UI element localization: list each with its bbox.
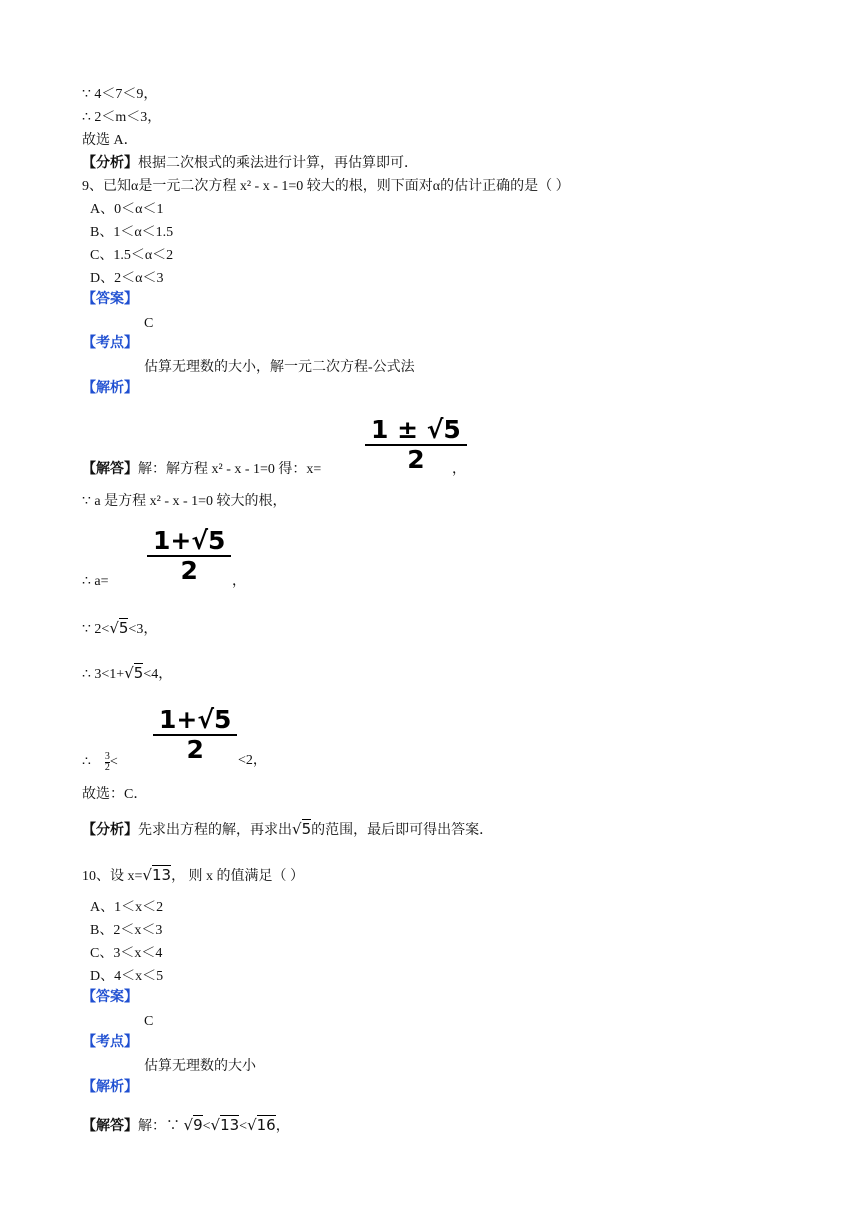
q10-jieda xyxy=(82,1116,290,1136)
q10-jiexi-tag: 【解析】 xyxy=(82,1080,138,1095)
q10-option-b: B、2＜x＜3 xyxy=(90,923,163,938)
sqrt13-radical: √13 xyxy=(142,866,172,884)
text-pre: ∵ 2< xyxy=(82,622,110,637)
numerator: 3 xyxy=(104,751,110,762)
q10-answer-tag: 【答案】 xyxy=(82,990,138,1005)
text-pre: 解：∵ xyxy=(138,1119,184,1134)
q9-comma: ， xyxy=(452,462,466,477)
since-line-1: ∵ 4＜7＜9， xyxy=(82,87,158,102)
q10-answer: C xyxy=(144,1014,154,1029)
q9-since-larger-root: ∵ a 是方程 x² - x - 1=0 较大的根， xyxy=(82,494,287,509)
less-than: < xyxy=(109,754,118,770)
jieda-tag: 【解答】 xyxy=(82,1119,138,1134)
q9-kaodian-tag: 【考点】 xyxy=(82,336,138,351)
q9-answer: C xyxy=(144,316,154,331)
q9-therefore-range xyxy=(82,664,172,684)
fraction-denominator: 2 xyxy=(180,556,198,585)
radicand: 5 xyxy=(301,820,312,838)
q9-since-sqrt5-range xyxy=(82,619,157,639)
q9-less-than-2: <2， xyxy=(238,753,267,768)
text-pre: 10、设 x= xyxy=(82,869,143,884)
therefore-symbol: ∴ xyxy=(82,754,91,770)
q9-therefore-final-range xyxy=(82,752,118,773)
fraction-numerator: 1+√5 xyxy=(147,527,231,557)
analysis-tag: 【分析】 xyxy=(82,156,138,171)
q9-stem: 9、已知α是一元二次方程 x² - x - 1=0 较大的根，则下面对α的估计正确的是（ ） xyxy=(82,179,570,194)
q9-jieda-text: 解：解方程 x² - x - 1=0 得：x= xyxy=(138,462,322,477)
q9-jieda-line xyxy=(82,461,321,479)
text-post: ， 则 x 的值满足（ ） xyxy=(171,869,305,884)
q9-option-c: C、1.5＜α＜2 xyxy=(90,248,174,263)
text-post: <3， xyxy=(128,622,158,637)
sqrt9-radical: √9 xyxy=(183,1116,203,1134)
q10-option-a: A、1＜x＜2 xyxy=(90,900,164,915)
fraction-denominator: 2 xyxy=(407,445,425,474)
text-post: <4， xyxy=(143,667,173,682)
radicand: 13 xyxy=(220,1116,240,1134)
q9-alpha-fraction xyxy=(153,706,237,764)
radicand: 5 xyxy=(133,664,144,682)
analysis-line-1 xyxy=(82,155,418,173)
text-post: 的范围，最后即可得出答案． xyxy=(311,823,494,838)
therefore-line-1: ∴ 2＜m＜3， xyxy=(82,110,162,125)
fraction-denominator: 2 xyxy=(186,735,204,764)
analysis-text: 根据二次根式的乘法进行计算，再估算即可． xyxy=(138,156,418,171)
q9-option-b: B、1＜α＜1.5 xyxy=(90,225,174,240)
sqrt5-radical: √5 xyxy=(124,664,144,682)
q9-choose: 故选：C． xyxy=(82,787,148,802)
text-pre: ∴ 3<1+ xyxy=(82,667,125,682)
fraction-numerator: 1 ± √5 xyxy=(365,416,467,446)
q9-option-d: D、2＜α＜3 xyxy=(90,271,164,286)
radicand: 9 xyxy=(193,1116,203,1134)
q9-a-value-fraction xyxy=(147,527,231,585)
text-pre: 先求出方程的解，再求出 xyxy=(138,823,292,838)
q10-option-d: D、4＜x＜5 xyxy=(90,969,164,984)
q10-option-c: C、3＜x＜4 xyxy=(90,946,163,961)
sqrt16-radical: √16 xyxy=(247,1116,276,1134)
radicand: 13 xyxy=(151,866,172,884)
q10-stem xyxy=(82,866,304,886)
q9-a-equals: ∴ a= xyxy=(82,574,109,589)
sqrt5-radical: √5 xyxy=(292,820,312,838)
q10-kaodian: 估算无理数的大小 xyxy=(144,1059,256,1074)
less-than: < xyxy=(239,1119,248,1134)
fraction-numerator: 1+√5 xyxy=(153,706,237,736)
analysis-tag: 【分析】 xyxy=(82,823,138,838)
q9-jiexi-tag: 【解析】 xyxy=(82,381,138,396)
q9-option-a: A、0＜α＜1 xyxy=(90,202,164,217)
q9-jieda-tag: 【解答】 xyxy=(82,462,138,477)
denominator: 2 xyxy=(104,762,110,773)
text-post: ， xyxy=(275,1119,290,1134)
choose-line-1: 故选 A． xyxy=(82,133,138,148)
less-than: < xyxy=(202,1119,211,1134)
q9-kaodian: 估算无理数的大小，解一元二次方程-公式法 xyxy=(144,360,415,375)
radicand: 5 xyxy=(118,619,129,637)
q9-answer-tag: 【答案】 xyxy=(82,292,138,307)
q10-kaodian-tag: 【考点】 xyxy=(82,1035,138,1050)
sqrt13-radical: √13 xyxy=(210,1116,240,1134)
q9-comma-2: ， xyxy=(232,574,246,589)
sqrt5-radical: √5 xyxy=(109,619,129,637)
q9-analysis xyxy=(82,820,493,840)
radicand: 16 xyxy=(256,1116,276,1134)
